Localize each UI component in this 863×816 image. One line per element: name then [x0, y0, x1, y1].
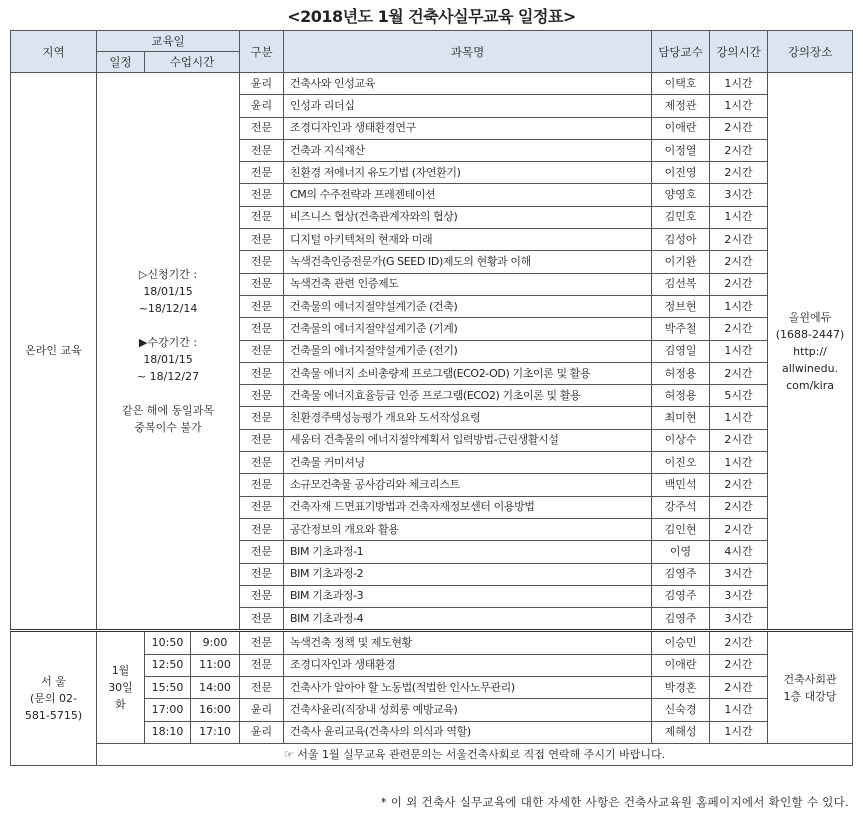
header-category: 구분: [240, 31, 284, 73]
course-professor: 제해성: [652, 721, 710, 743]
date-line: 30일: [108, 681, 133, 695]
header-date: 일정: [97, 52, 145, 73]
header-region: 지역: [11, 31, 97, 73]
course-category: 윤리: [240, 73, 284, 95]
course-name: 녹색건축 관련 인증제도: [284, 273, 652, 295]
course-name: 건축사윤리(직장내 성희롱 예방교육): [284, 699, 652, 721]
course-hours: 3시간: [710, 585, 768, 607]
course-category: 전문: [240, 273, 284, 295]
course-name: 건축사와 인성교육: [284, 73, 652, 95]
course-category: 전문: [240, 162, 284, 184]
course-name: 친환경주택성능평가 개요와 도서작성요령: [284, 407, 652, 429]
region-seoul: [11, 631, 97, 766]
course-hours: 2시간: [710, 139, 768, 161]
note-row: [11, 743, 853, 765]
course-name: 디지털 아키텍처의 현재와 미래: [284, 229, 652, 251]
course-hours: 2시간: [710, 251, 768, 273]
table-row: [11, 631, 853, 654]
region-online: 온라인 교육: [11, 73, 97, 631]
date-line: 1월: [111, 664, 130, 678]
course-name: 친환경 저에너지 유도기법 (자연환기): [284, 162, 652, 184]
seoul-section: [11, 631, 853, 766]
header-professor: 담당교수: [652, 31, 710, 73]
place-online: [768, 73, 853, 631]
course-professor: 신숙경: [652, 699, 710, 721]
course-name: 건축사가 알아야 할 노동법(적법한 인사노무관리): [284, 677, 652, 699]
time-end: 11:00: [191, 654, 240, 676]
period-apply-start: 18/01/15: [143, 285, 193, 299]
course-category: 전문: [240, 608, 284, 631]
course-name: BIM 기초과정-4: [284, 608, 652, 631]
course-name: 녹색건축 정책 및 제도현황: [284, 631, 652, 654]
spacer: [99, 385, 237, 402]
table-row: [11, 73, 853, 95]
course-name: 녹색건축인증전문가(G SEED ID)제도의 현황과 이해: [284, 251, 652, 273]
online-period: [97, 73, 240, 631]
course-hours: 2시간: [710, 474, 768, 496]
course-professor: 김영일: [652, 340, 710, 362]
course-category: 전문: [240, 184, 284, 206]
course-name: 건축물의 에너지절약설계기준 (건축): [284, 295, 652, 317]
course-hours: 2시간: [710, 273, 768, 295]
course-category: 전문: [240, 563, 284, 585]
time-start: 15:50: [145, 677, 191, 699]
time-start: 17:00: [145, 699, 191, 721]
course-hours: 2시간: [710, 677, 768, 699]
course-hours: 1시간: [710, 73, 768, 95]
course-hours: 1시간: [710, 699, 768, 721]
course-professor: 제정관: [652, 95, 710, 117]
course-professor: 김선복: [652, 273, 710, 295]
course-professor: 박주철: [652, 318, 710, 340]
course-professor: 이정열: [652, 139, 710, 161]
course-professor: 김성아: [652, 229, 710, 251]
course-name: BIM 기초과정-1: [284, 541, 652, 563]
course-name: 건축사 윤리교육(건축사의 의식과 역할): [284, 721, 652, 743]
course-category: 전문: [240, 474, 284, 496]
place-online-line: allwinedu.: [781, 361, 839, 375]
spacer: [99, 317, 237, 334]
course-category: 전문: [240, 318, 284, 340]
course-hours: 2시간: [710, 229, 768, 251]
course-category: 전문: [240, 429, 284, 451]
course-category: 전문: [240, 295, 284, 317]
course-category: 윤리: [240, 95, 284, 117]
course-category: 전문: [240, 541, 284, 563]
course-name: 건축물 에너지효율등급 인증 프로그램(ECO2) 기초이론 및 활용: [284, 385, 652, 407]
course-professor: 김인현: [652, 518, 710, 540]
course-professor: 이승민: [652, 631, 710, 654]
course-professor: 이진오: [652, 452, 710, 474]
time-end: 17:10: [191, 721, 240, 743]
course-name: 건축물 에너지 소비총량제 프로그램(ECO2-OD) 기초이론 및 활용: [284, 362, 652, 384]
course-category: 전문: [240, 229, 284, 251]
course-category: 전문: [240, 362, 284, 384]
course-hours: 1시간: [710, 295, 768, 317]
course-category: 전문: [240, 452, 284, 474]
place-online-line: (1688-2447): [775, 327, 845, 341]
course-hours: 2시간: [710, 362, 768, 384]
course-hours: 1시간: [710, 452, 768, 474]
course-category: 전문: [240, 677, 284, 699]
course-name: 인성과 리더십: [284, 95, 652, 117]
course-category: 전문: [240, 585, 284, 607]
header-place: 강의장소: [768, 31, 853, 73]
course-category: 윤리: [240, 721, 284, 743]
course-name: BIM 기초과정-2: [284, 563, 652, 585]
course-professor: 박경혼: [652, 677, 710, 699]
place-seoul-line: 1층 대강당: [783, 689, 837, 703]
course-professor: 정브현: [652, 295, 710, 317]
course-name: CM의 수주전략과 프레젠테이션: [284, 184, 652, 206]
course-professor: 강주석: [652, 496, 710, 518]
course-hours: 5시간: [710, 385, 768, 407]
course-name: 건축자재 드면표기방법과 건축자재정보센터 이용방법: [284, 496, 652, 518]
course-category: 전문: [240, 385, 284, 407]
course-category: 전문: [240, 251, 284, 273]
course-professor: 김민호: [652, 206, 710, 228]
course-hours: 1시간: [710, 721, 768, 743]
course-professor: 이애란: [652, 117, 710, 139]
course-name: 건축물의 에너지절약설계기준 (기계): [284, 318, 652, 340]
period-apply-label: ▷신청기간 :: [138, 268, 198, 282]
course-category: 전문: [240, 117, 284, 139]
time-end: 14:00: [191, 677, 240, 699]
place-online-line: 올윈에듀: [788, 310, 832, 324]
time-start: 18:10: [145, 721, 191, 743]
course-professor: 이상수: [652, 429, 710, 451]
region-seoul-line: 581-5715): [24, 709, 83, 723]
course-category: 전문: [240, 139, 284, 161]
course-hours: 2시간: [710, 654, 768, 676]
header-hours: 강의시간: [710, 31, 768, 73]
place-online-line: http://: [793, 344, 827, 358]
course-hours: 2시간: [710, 318, 768, 340]
period-restriction-1: 같은 해에 동일과목: [122, 404, 215, 418]
course-professor: 허정용: [652, 362, 710, 384]
time-end: 9:00: [191, 631, 240, 654]
course-hours: 2시간: [710, 162, 768, 184]
header-course: 과목명: [284, 31, 652, 73]
course-hours: 1시간: [710, 206, 768, 228]
course-professor: 이기완: [652, 251, 710, 273]
course-category: 전문: [240, 496, 284, 518]
course-category: 전문: [240, 631, 284, 654]
course-professor: 이진영: [652, 162, 710, 184]
course-category: 전문: [240, 407, 284, 429]
course-professor: 이택호: [652, 73, 710, 95]
course-hours: 3시간: [710, 184, 768, 206]
time-start: 12:50: [145, 654, 191, 676]
course-name: 세움터 건축물의 에너지절약계획서 입력방법-근린생활시설: [284, 429, 652, 451]
course-hours: 3시간: [710, 608, 768, 631]
course-hours: 2시간: [710, 631, 768, 654]
period-restriction-2: 중복이수 불가: [134, 421, 202, 435]
course-hours: 4시간: [710, 541, 768, 563]
course-professor: 이영: [652, 541, 710, 563]
page-title: <2018년도 1월 건축사실무교육 일정표>: [287, 7, 576, 26]
course-professor: 양영호: [652, 184, 710, 206]
course-name: 소규모건축물 공사감리와 체크리스트: [284, 474, 652, 496]
course-category: 윤리: [240, 699, 284, 721]
course-name: 공간정보의 개요와 활용: [284, 518, 652, 540]
period-attend-start: 18/01/15: [143, 353, 193, 367]
place-seoul-line: 건축사회관: [783, 672, 837, 686]
course-name: 조경디자인과 생태환경연구: [284, 117, 652, 139]
course-professor: 최미현: [652, 407, 710, 429]
course-hours: 1시간: [710, 407, 768, 429]
course-hours: 2시간: [710, 117, 768, 139]
time-end: 16:00: [191, 699, 240, 721]
course-hours: 1시간: [710, 95, 768, 117]
seoul-note: ☞ 서울 1월 실무교육 관련문의는 서울건축사회로 직접 연락해 주시기 바랍니다.: [97, 743, 853, 765]
online-section: [11, 73, 853, 631]
course-category: 전문: [240, 340, 284, 362]
date-line: 화: [115, 698, 126, 712]
course-hours: 1시간: [710, 340, 768, 362]
course-hours: 2시간: [710, 496, 768, 518]
footnote: * 이 외 건축사 실무교육에 대한 자세한 사항은 건축사교육원 홈페이지에서 확인할 수 있다.: [380, 795, 849, 809]
course-category: 전문: [240, 518, 284, 540]
place-online-line: com/kira: [786, 378, 834, 392]
header-class-time: 수업시간: [145, 52, 240, 73]
course-name: 조경디자인과 생태환경: [284, 654, 652, 676]
course-professor: 백민석: [652, 474, 710, 496]
table-header: [11, 31, 853, 73]
course-name: 건축과 지식재산: [284, 139, 652, 161]
course-name: 비즈니스 협상(건축관계자와의 협상): [284, 206, 652, 228]
region-seoul-line: 서 울: [41, 675, 66, 689]
course-professor: 이애란: [652, 654, 710, 676]
course-name: 건축물 커미셔닝: [284, 452, 652, 474]
time-start: 10:50: [145, 631, 191, 654]
region-seoul-line: (문의 02-: [29, 692, 77, 706]
place-seoul: [768, 631, 853, 743]
period-apply-end: ~18/12/14: [138, 302, 198, 316]
course-professor: 김영주: [652, 585, 710, 607]
course-category: 전문: [240, 654, 284, 676]
seoul-date: [97, 631, 145, 743]
schedule-table: [10, 30, 853, 766]
course-hours: 2시간: [710, 518, 768, 540]
course-name: BIM 기초과정-3: [284, 585, 652, 607]
period-attend-label: ▶수강기간 :: [138, 336, 198, 350]
course-name: 건축물의 에너지절약설계기준 (전기): [284, 340, 652, 362]
course-professor: 김영주: [652, 608, 710, 631]
course-hours: 2시간: [710, 429, 768, 451]
period-attend-end: ~ 18/12/27: [136, 370, 200, 384]
header-edu-day: 교육일: [97, 31, 240, 52]
course-professor: 김영주: [652, 563, 710, 585]
course-hours: 3시간: [710, 563, 768, 585]
course-professor: 허정용: [652, 385, 710, 407]
course-category: 전문: [240, 206, 284, 228]
